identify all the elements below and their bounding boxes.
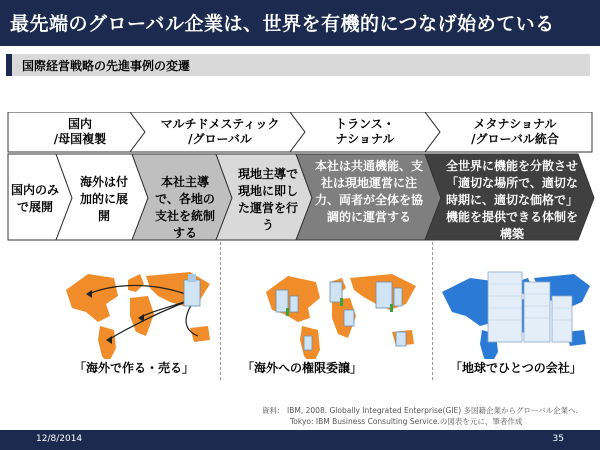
chevron-4-text: 現地主導で現地に即した運営を行う [237, 167, 298, 232]
stage-label-2 [150, 117, 290, 147]
slide-title: 最先端のグローバル企業は、世界を有機的につなげ始めている [10, 13, 555, 35]
title-bar [0, 0, 600, 46]
map-caption-3: 「地球でひとつの会社」 [450, 361, 582, 375]
map-card-3 [434, 252, 594, 382]
chevron-6-text: 全世界に機能を分散させ「適切な場所で、適切な時期に、適切な価格で」機能を提供できる体制を構築 [445, 159, 578, 241]
stage-label-4-line1: メタナショナル [473, 117, 557, 131]
stage-label-2-line2: /グローバル [188, 132, 252, 146]
stage-label-4-line2: /グローバル統合 [471, 132, 559, 146]
chevron-2-text: 海外は付加的に展開 [79, 175, 128, 223]
map-card-1 [58, 252, 218, 382]
separator-1 [220, 242, 221, 380]
stage-label-3-line1: トランス・ [335, 117, 395, 131]
chevron-5-text: 本社は共通機能、支社は現地運営に注力、両者が全体を協調的に運営する [314, 159, 423, 224]
stage-label-1 [30, 117, 130, 147]
map-caption-2: 「海外への権限委譲」 [242, 361, 363, 375]
stage-label-1-line2: /母国複製 [53, 132, 107, 146]
footer-bar [0, 430, 600, 450]
page-number: 35 [552, 434, 564, 444]
chevron-1-text: 国内のみで展開 [10, 183, 59, 214]
source-line-1: 資料: IBM, 2008. Globally Integrated Enterprise(GIE) 多国籍企業からグローバル企業へ. [262, 406, 579, 415]
subtitle-bar [6, 54, 590, 76]
footer-date: 12/8/2014 [36, 434, 83, 444]
source-line-2: Tokyo: IBM Business Consulting Service.の図表を元に、筆者作成 [290, 417, 523, 426]
stage-label-3-line2: ナショナル [335, 132, 395, 146]
stage-label-3 [305, 117, 425, 147]
source-note [262, 405, 578, 427]
slide-subtitle: 国際経営戦略の先進事例の変遷 [22, 59, 191, 73]
stage-label-1-line1: 国内 [67, 117, 92, 131]
stage-label-2-line1: マルチドメスティック [160, 117, 280, 131]
stage-label-4 [445, 117, 585, 147]
separator-2 [432, 242, 433, 380]
map-card-2 [226, 252, 426, 382]
chevron-3-text: 本社主導で、各地の支社を統制する [154, 175, 215, 240]
map-caption-1: 「海外で作る・売る」 [74, 361, 195, 375]
subtitle-marker [6, 54, 12, 76]
